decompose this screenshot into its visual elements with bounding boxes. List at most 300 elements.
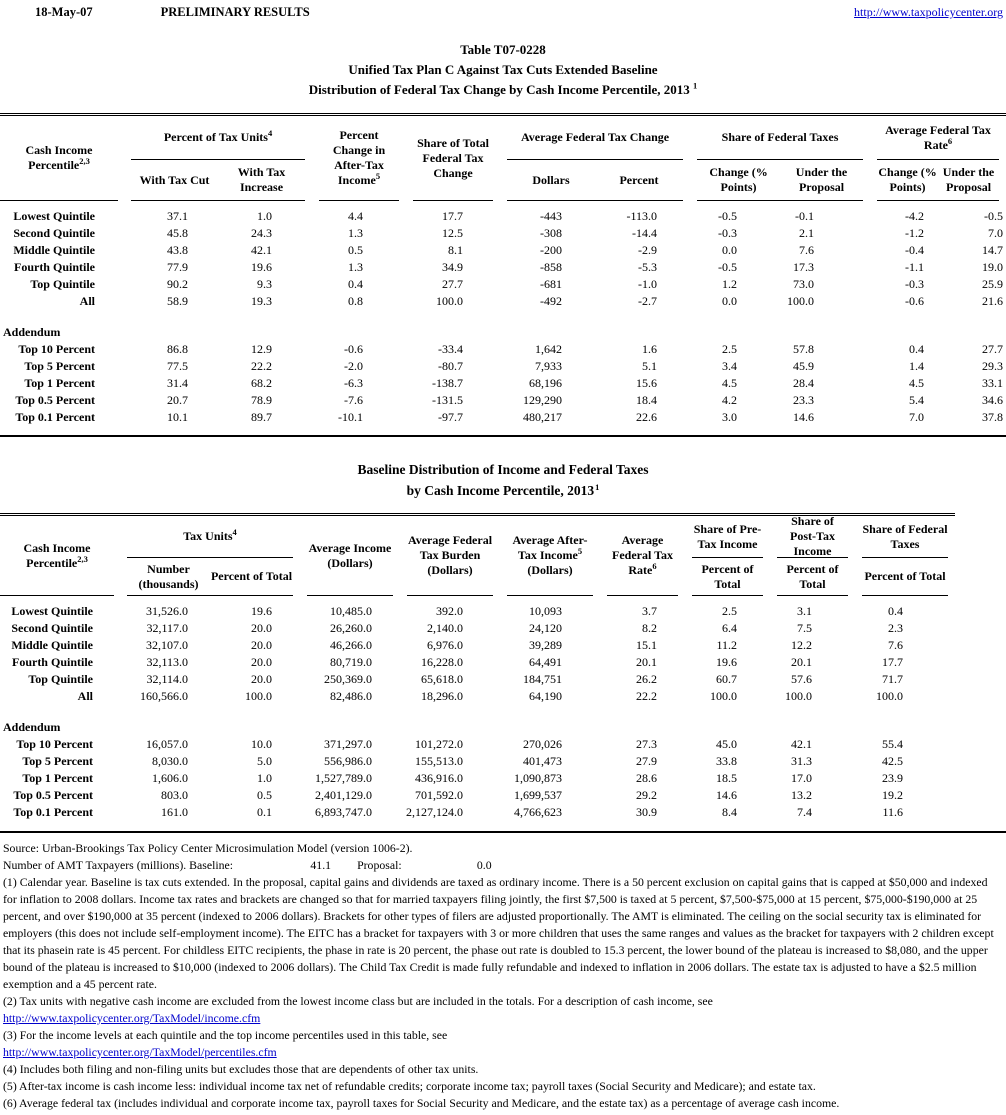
data-cell: -7.6 — [344, 393, 364, 407]
data-cell: -1.1 — [905, 260, 925, 274]
data-cell: 5.0 — [257, 754, 272, 768]
data-cell: -443 — [540, 209, 563, 223]
data-cell: 1.4 — [909, 359, 925, 373]
data-cell: 27.7 — [442, 277, 464, 291]
table-row — [0, 409, 1006, 436]
data-cell: 28.6 — [636, 771, 657, 785]
data-cell: 55.4 — [882, 737, 903, 751]
table-row — [0, 753, 955, 770]
baseline-table-title-block — [0, 459, 1006, 501]
data-cell: 436,916.0 — [415, 771, 463, 785]
data-cell: 57.8 — [793, 342, 815, 356]
data-cell: 65,618.0 — [421, 672, 463, 686]
table-row — [0, 259, 1006, 276]
row-label: Top 0.1 Percent — [13, 805, 93, 819]
row-label: Top 10 Percent — [16, 737, 93, 751]
t1-subcols-tax-cut-increase: With Tax Cut With Tax Increase — [124, 160, 312, 201]
amt-proposal-label: Proposal: — [357, 858, 402, 872]
data-cell: 29.3 — [982, 359, 1004, 373]
data-cell: 4.5 — [722, 376, 738, 390]
data-cell: -97.7 — [438, 410, 464, 424]
data-cell: 57.6 — [791, 672, 812, 686]
addendum-row — [0, 719, 955, 736]
data-cell: 100.0 — [787, 294, 815, 308]
t1-header-group-row — [0, 115, 1006, 161]
data-cell: -113.0 — [626, 209, 658, 223]
t1-subcols-tax-rate: Change (% Points) Under the Proposal — [870, 160, 1006, 201]
data-cell: 12.9 — [251, 342, 273, 356]
row-label: Lowest Quintile — [13, 209, 95, 223]
footnote-3: (3) For the income levels at each quintile and the top income percentiles used in this table, see — [3, 1028, 448, 1042]
data-cell: 7.5 — [797, 621, 812, 635]
t2-col-average-after-tax-income: Average After-Tax Income$^5$ (Dollars) — [500, 515, 600, 597]
row-label: Top Quintile — [30, 277, 95, 291]
data-cell: 1,642 — [535, 342, 563, 356]
data-cell: 28.4 — [793, 376, 815, 390]
table-row — [0, 341, 1006, 358]
data-cell: 2.3 — [888, 621, 903, 635]
t2-subcol-pct-total-fed: Percent of Total — [855, 558, 955, 596]
t2-group-tax-units: Tax Units$^4$ — [120, 515, 300, 559]
amt-label: Number of AMT Taxpayers (millions). Baseline: — [3, 858, 234, 872]
t2-addendum-section — [0, 705, 955, 736]
data-cell: 10.0 — [251, 737, 272, 751]
table-row — [0, 596, 955, 620]
t1-col-pct-change-after-tax-income: Percent Change in After-Tax Income$^5$ — [312, 115, 406, 202]
data-cell: 21.6 — [982, 294, 1004, 308]
data-cell: 10.1 — [167, 410, 188, 424]
data-cell: 3.7 — [642, 604, 657, 618]
data-cell: -0.5 — [718, 260, 738, 274]
data-cell: 14.6 — [716, 788, 737, 802]
data-cell: 23.3 — [793, 393, 815, 407]
data-cell: 24,120 — [529, 621, 562, 635]
data-cell: 42.1 — [251, 243, 273, 257]
data-cell: 1.2 — [722, 277, 738, 291]
data-cell: 5.1 — [642, 359, 658, 373]
data-cell: 184,751 — [523, 672, 562, 686]
data-cell: -200 — [540, 243, 563, 257]
data-cell: 1.0 — [257, 209, 273, 223]
data-cell: -5.3 — [638, 260, 658, 274]
baseline-table-wrapper — [0, 513, 1006, 833]
footnotes-section — [0, 833, 1006, 1112]
row-label: All — [77, 689, 93, 703]
data-cell: 16,228.0 — [421, 655, 463, 669]
table-row — [0, 770, 955, 787]
data-cell: -33.4 — [438, 342, 464, 356]
t1-addendum-rows — [0, 341, 1006, 436]
data-cell: 23.9 — [882, 771, 903, 785]
footnote-6: (6) Average federal tax (includes individual and corporate income tax, payroll taxes for Social Security and Medicare, and the estate tax) as a percentage of average cash income. — [3, 1096, 840, 1110]
data-cell: 43.8 — [167, 243, 188, 257]
data-cell: 20.1 — [791, 655, 812, 669]
data-cell: 4.2 — [722, 393, 738, 407]
t2-subcols-number-percent: Number (thousands) Percent of Total — [120, 558, 300, 596]
data-cell: 556,986.0 — [324, 754, 372, 768]
data-cell: 77.9 — [167, 260, 188, 274]
data-cell: 7.0 — [988, 226, 1004, 240]
data-cell: 26.2 — [636, 672, 657, 686]
data-cell: 7.6 — [799, 243, 815, 257]
data-cell: 27.9 — [636, 754, 657, 768]
data-cell: 480,217 — [523, 410, 563, 424]
data-cell: 18.4 — [636, 393, 658, 407]
t2-col-share-pre-tax-income: Share of Pre-Tax Income — [685, 515, 770, 559]
data-cell: 20.7 — [167, 393, 188, 407]
data-cell: 0.0 — [722, 294, 738, 308]
data-cell: 3.0 — [722, 410, 738, 424]
data-cell: 17.7 — [882, 655, 903, 669]
data-cell: 4.5 — [909, 376, 925, 390]
data-cell: 160,566.0 — [140, 689, 188, 703]
data-cell: 64,190 — [529, 689, 562, 703]
data-cell: 12.5 — [442, 226, 464, 240]
data-cell: 155,513.0 — [415, 754, 463, 768]
source-line: Source: Urban-Brookings Tax Policy Center Microsimulation Model (version 1006-2). — [3, 841, 413, 855]
data-cell: -0.6 — [344, 342, 364, 356]
data-cell: -2.0 — [344, 359, 364, 373]
data-cell: -0.5 — [718, 209, 738, 223]
data-cell: -131.5 — [432, 393, 464, 407]
data-cell: 10,093 — [529, 604, 562, 618]
t2-header-group-row — [0, 515, 955, 559]
data-cell: 27.3 — [636, 737, 657, 751]
data-cell: 19.6 — [251, 260, 273, 274]
data-cell: 58.9 — [167, 294, 188, 308]
data-cell: 17.3 — [793, 260, 815, 274]
data-cell: 60.7 — [716, 672, 737, 686]
data-cell: 73.0 — [793, 277, 815, 291]
data-cell: 1,527,789.0 — [315, 771, 372, 785]
data-cell: 129,290 — [523, 393, 563, 407]
table-row — [0, 392, 1006, 409]
data-cell: -14.4 — [632, 226, 658, 240]
data-cell: 1.3 — [348, 260, 364, 274]
data-cell: 25.9 — [982, 277, 1004, 291]
amt-taxpayers-line — [3, 857, 1004, 874]
data-cell: 17.0 — [791, 771, 812, 785]
data-cell: 18,296.0 — [421, 689, 463, 703]
data-cell: 86.8 — [167, 342, 188, 356]
data-cell: 71.7 — [882, 672, 903, 686]
data-cell: 100.0 — [710, 689, 737, 703]
data-cell: -0.3 — [905, 277, 925, 291]
t1-col-share-total-federal-tax-change: Share of Total Federal Tax Change — [406, 115, 500, 202]
data-cell: 2,140.0 — [427, 621, 463, 635]
table-row — [0, 293, 1006, 310]
data-cell: 13.2 — [791, 788, 812, 802]
spacer-row — [0, 705, 955, 719]
table-row — [0, 242, 1006, 259]
data-cell: 16,057.0 — [146, 737, 188, 751]
data-cell: 34.6 — [982, 393, 1004, 407]
data-cell: -10.1 — [338, 410, 364, 424]
data-cell: 32,114.0 — [146, 672, 188, 686]
table-row — [0, 358, 1006, 375]
data-cell: 17.7 — [442, 209, 464, 223]
data-cell: 7,933 — [535, 359, 563, 373]
row-label: All — [79, 294, 95, 308]
table-row — [0, 276, 1006, 293]
data-cell: 9.3 — [257, 277, 273, 291]
data-cell: -0.5 — [984, 209, 1004, 223]
data-cell: 12.2 — [791, 638, 812, 652]
data-cell: 18.5 — [716, 771, 737, 785]
t2-subcol-pct-total-pre: Percent of Total — [685, 558, 770, 596]
t2-col-cash-income-percentile: Cash Income Percentile$^{2,3}$ — [0, 515, 120, 597]
data-cell: -0.4 — [905, 243, 925, 257]
data-cell: 45.8 — [167, 226, 188, 240]
table-row — [0, 654, 955, 671]
data-cell: 20.0 — [251, 621, 272, 635]
data-cell: 0.4 — [888, 604, 903, 618]
data-cell: 24.3 — [251, 226, 273, 240]
data-cell: 803.0 — [161, 788, 188, 802]
amt-baseline-value: 41.1 — [310, 858, 332, 872]
t2-subcol-pct-total-post: Percent of Total — [770, 558, 855, 596]
data-cell: 19.2 — [882, 788, 903, 802]
data-cell: 15.6 — [636, 376, 658, 390]
footnote-1: (1) Calendar year. Baseline is tax cuts extended. In the proposal, capital gains and dividends are taxed as ordinary income. There is a 50 percent exclusion on capital gains that is capped at $50,000 and indexed for inflation to 2008 dollars. Income tax rates and brackets are changed so that for married taxpayers filing jointly, the first $7,500 is taxed at 5 percent, $7,500-$75,000 at 15 percent, $75,000-$190,000 at 25 percent, and over $190,000 at 35 percent (indexed to 2006 dollars). Brackets for other types of filers are adjusted proportionally. The AMT is eliminated. The ceiling on the social security tax is eliminated for employers (this does not include self-employment income). The EITC has a bracket for taxpayers with 3 or more children that uses the same ranges and values as the bracket for taxpayers with 2 children except that its phasein rate is 45 percent. For childless EITC recipients, the phase in rate is 20 percent, the phase out rate is doubled to 15.3 percent, the lower bound of the plateau is increased to $8,080, and the upper bound of the plateau is increased to $10,000 (indexed to 2006 dollars). The Child Tax Credit is made fully refundable and indexed to inflation in 2006 dollars. The estate tax is adjusted to have a $2.5 million exemption and a 45 percent rate. — [3, 875, 994, 991]
table-row — [0, 804, 955, 831]
data-cell: 161.0 — [161, 805, 188, 819]
data-cell: 100.0 — [785, 689, 812, 703]
data-cell: 33.8 — [716, 754, 737, 768]
baseline-distribution-table — [0, 513, 955, 831]
data-cell: -0.3 — [718, 226, 738, 240]
t1-group-average-federal-tax-rate: Average Federal Tax Rate$^6$ — [870, 115, 1006, 161]
data-cell: 7.6 — [888, 638, 903, 652]
table-row — [0, 688, 955, 705]
percentiles-definition-link[interactable]: http://www.taxpolicycenter.org/TaxModel/percentiles.cfm — [3, 1045, 277, 1059]
data-cell: 701,592.0 — [415, 788, 463, 802]
data-cell: 20.1 — [636, 655, 657, 669]
data-cell: -138.7 — [432, 376, 464, 390]
row-label: Top 0.1 Percent — [15, 410, 95, 424]
data-cell: 32,107.0 — [146, 638, 188, 652]
table-row — [0, 787, 955, 804]
data-cell: 10,485.0 — [330, 604, 372, 618]
data-cell: 8.1 — [448, 243, 464, 257]
data-cell: 42.5 — [882, 754, 903, 768]
data-cell: -681 — [540, 277, 563, 291]
data-cell: 1.0 — [257, 771, 272, 785]
addendum-label: Addendum — [3, 720, 61, 734]
t1-group-percent-of-tax-units: Percent of Tax Units$^4$ — [124, 115, 312, 161]
data-cell: 100.0 — [436, 294, 464, 308]
t2-quintile-rows — [0, 596, 955, 705]
data-cell: 68,196 — [529, 376, 563, 390]
data-cell: 100.0 — [876, 689, 903, 703]
t1-group-average-federal-tax-change: Average Federal Tax Change — [500, 115, 690, 161]
data-cell: 42.1 — [791, 737, 812, 751]
data-cell: 4,766,623 — [514, 805, 562, 819]
data-cell: 19.3 — [251, 294, 273, 308]
row-label: Top 10 Percent — [18, 342, 95, 356]
t1-subcols-share-taxes: Change (% Points) Under the Proposal — [690, 160, 870, 201]
data-cell: 68.2 — [251, 376, 273, 390]
t1-quintile-rows — [0, 201, 1006, 310]
data-cell: -0.1 — [795, 209, 815, 223]
t2-col-share-post-tax-income: Share of Post-Tax Income — [770, 515, 855, 559]
data-cell: 3.1 — [797, 604, 812, 618]
data-cell: 46,266.0 — [330, 638, 372, 652]
table-row — [0, 620, 955, 637]
data-cell: 34.9 — [442, 260, 464, 274]
t1-addendum-section — [0, 310, 1006, 341]
data-cell: 78.9 — [251, 393, 273, 407]
data-cell: 33.1 — [982, 376, 1004, 390]
addendum-label: Addendum — [3, 325, 61, 339]
data-cell: -0.6 — [905, 294, 925, 308]
table-row — [0, 201, 1006, 225]
table-row — [0, 225, 1006, 242]
data-cell: 4.4 — [348, 209, 364, 223]
data-cell: 82,486.0 — [330, 689, 372, 703]
row-label: Second Quintile — [13, 226, 95, 240]
table-row — [0, 736, 955, 753]
t2-col-average-income: Average Income (Dollars) — [300, 515, 400, 597]
data-cell: -2.9 — [638, 243, 658, 257]
data-cell: 14.6 — [793, 410, 815, 424]
data-cell: -308 — [540, 226, 563, 240]
data-cell: 5.4 — [909, 393, 925, 407]
t1-header-sub-row — [0, 160, 1006, 201]
data-cell: 7.4 — [797, 805, 812, 819]
data-cell: -6.3 — [344, 376, 364, 390]
report-title-block — [0, 40, 1006, 100]
data-cell: 0.4 — [909, 342, 925, 356]
page-header — [0, 0, 1006, 20]
spacer-row — [0, 310, 1006, 324]
data-cell: 101,272.0 — [415, 737, 463, 751]
footnote-5: (5) After-tax income is cash income less: individual income tax net of refundable credits; corporate income tax; payroll taxes (Social Security and Medicare); and estate tax. — [3, 1079, 816, 1093]
data-cell: 2.1 — [799, 226, 815, 240]
data-cell: 15.1 — [636, 638, 657, 652]
table-row — [0, 637, 955, 654]
data-cell: -4.2 — [905, 209, 925, 223]
data-cell: 7.0 — [909, 410, 925, 424]
row-label: Top 1 Percent — [22, 771, 93, 785]
footnote-2: (2) Tax units with negative cash income are excluded from the lowest income class but are included in the totals. For a description of cash income, see — [3, 994, 713, 1008]
row-label: Top 5 Percent — [24, 359, 95, 373]
t1-group-share-of-federal-taxes: Share of Federal Taxes — [690, 115, 870, 161]
data-cell: 32,113.0 — [146, 655, 188, 669]
row-label: Top 1 Percent — [24, 376, 95, 390]
data-cell: 19.6 — [251, 604, 272, 618]
data-cell: 1,699,537 — [514, 788, 562, 802]
data-cell: 250,369.0 — [324, 672, 372, 686]
data-cell: 0.8 — [348, 294, 364, 308]
data-cell: 26,260.0 — [330, 621, 372, 635]
data-cell: 2.5 — [722, 342, 738, 356]
data-cell: 31.3 — [791, 754, 812, 768]
t2-col-share-federal-taxes: Share of Federal Taxes — [855, 515, 955, 559]
taxpolicycenter-link[interactable]: http://www.taxpolicycenter.org — [854, 5, 1003, 19]
data-cell: 19.6 — [716, 655, 737, 669]
t1-subcols-dollars-percent: Dollars Percent — [500, 160, 690, 201]
addendum-row — [0, 324, 1006, 341]
data-cell: 90.2 — [167, 277, 188, 291]
data-cell: 6.4 — [722, 621, 737, 635]
data-cell: 77.5 — [167, 359, 188, 373]
data-cell: -492 — [540, 294, 563, 308]
preliminary-status-label: PRELIMINARY RESULTS — [160, 5, 310, 19]
data-cell: 0.5 — [348, 243, 364, 257]
data-cell: 39,289 — [529, 638, 562, 652]
data-cell: 89.7 — [251, 410, 273, 424]
footnote-4: (4) Includes both filing and non-filing units but excludes those that are dependents of other tax units. — [3, 1062, 479, 1076]
data-cell: 0.4 — [348, 277, 364, 291]
data-cell: 392.0 — [436, 604, 463, 618]
data-cell: 20.0 — [251, 672, 272, 686]
row-label: Top 0.5 Percent — [15, 393, 95, 407]
row-label: Second Quintile — [11, 621, 93, 635]
data-cell: 2.5 — [722, 604, 737, 618]
data-cell: 30.9 — [636, 805, 657, 819]
data-cell: 22.2 — [251, 359, 273, 373]
table-row — [0, 671, 955, 688]
data-cell: 0.0 — [722, 243, 738, 257]
row-label: Fourth Quintile — [11, 655, 93, 669]
data-cell: 401,473 — [523, 754, 562, 768]
data-cell: 29.2 — [636, 788, 657, 802]
data-cell: 14.7 — [982, 243, 1004, 257]
data-cell: 0.1 — [257, 805, 272, 819]
row-label: Top 5 Percent — [22, 754, 93, 768]
data-cell: 45.9 — [793, 359, 815, 373]
baseline-title-line2: by Cash Income Percentile, 2013$^1$ — [406, 481, 600, 498]
t2-col-average-federal-tax-rate: Average Federal Tax Rate$^6$ — [600, 515, 685, 597]
data-cell: 27.7 — [982, 342, 1004, 356]
data-cell: 270,026 — [523, 737, 562, 751]
data-cell: 2,127,124.0 — [406, 805, 463, 819]
data-cell: 2,401,129.0 — [315, 788, 372, 802]
t2-col-average-federal-tax-burden: Average Federal Tax Burden (Dollars) — [400, 515, 500, 597]
data-cell: 11.2 — [716, 638, 737, 652]
data-cell: 6,976.0 — [427, 638, 463, 652]
data-cell: 6,893,747.0 — [315, 805, 372, 819]
data-cell: 1.3 — [348, 226, 364, 240]
data-cell: 22.6 — [636, 410, 658, 424]
row-label: Top Quintile — [28, 672, 93, 686]
data-cell: -2.7 — [638, 294, 658, 308]
data-cell: 0.5 — [257, 788, 272, 802]
data-cell: 11.6 — [882, 805, 903, 819]
row-label: Middle Quintile — [13, 243, 95, 257]
data-cell: -1.0 — [638, 277, 658, 291]
income-definition-link[interactable]: http://www.taxpolicycenter.org/TaxModel/income.cfm — [3, 1011, 261, 1025]
data-cell: -80.7 — [438, 359, 464, 373]
data-cell: -858 — [540, 260, 563, 274]
data-cell: 8,030.0 — [152, 754, 188, 768]
data-cell: 20.0 — [251, 655, 272, 669]
plan-title: Unified Tax Plan C Against Tax Cuts Extended Baseline — [348, 62, 658, 77]
amt-proposal-value: 0.0 — [476, 858, 492, 872]
data-cell: 371,297.0 — [324, 737, 372, 751]
data-cell: 45.0 — [716, 737, 737, 751]
data-cell: 37.8 — [982, 410, 1004, 424]
data-cell: 1,090,873 — [514, 771, 562, 785]
report-date: 18-May-07 — [35, 5, 93, 19]
table-row — [0, 375, 1006, 392]
row-label: Lowest Quintile — [11, 604, 93, 618]
data-cell: 1.6 — [642, 342, 658, 356]
data-cell: 19.0 — [982, 260, 1004, 274]
data-cell: 100.0 — [245, 689, 272, 703]
data-cell: 3.4 — [722, 359, 738, 373]
